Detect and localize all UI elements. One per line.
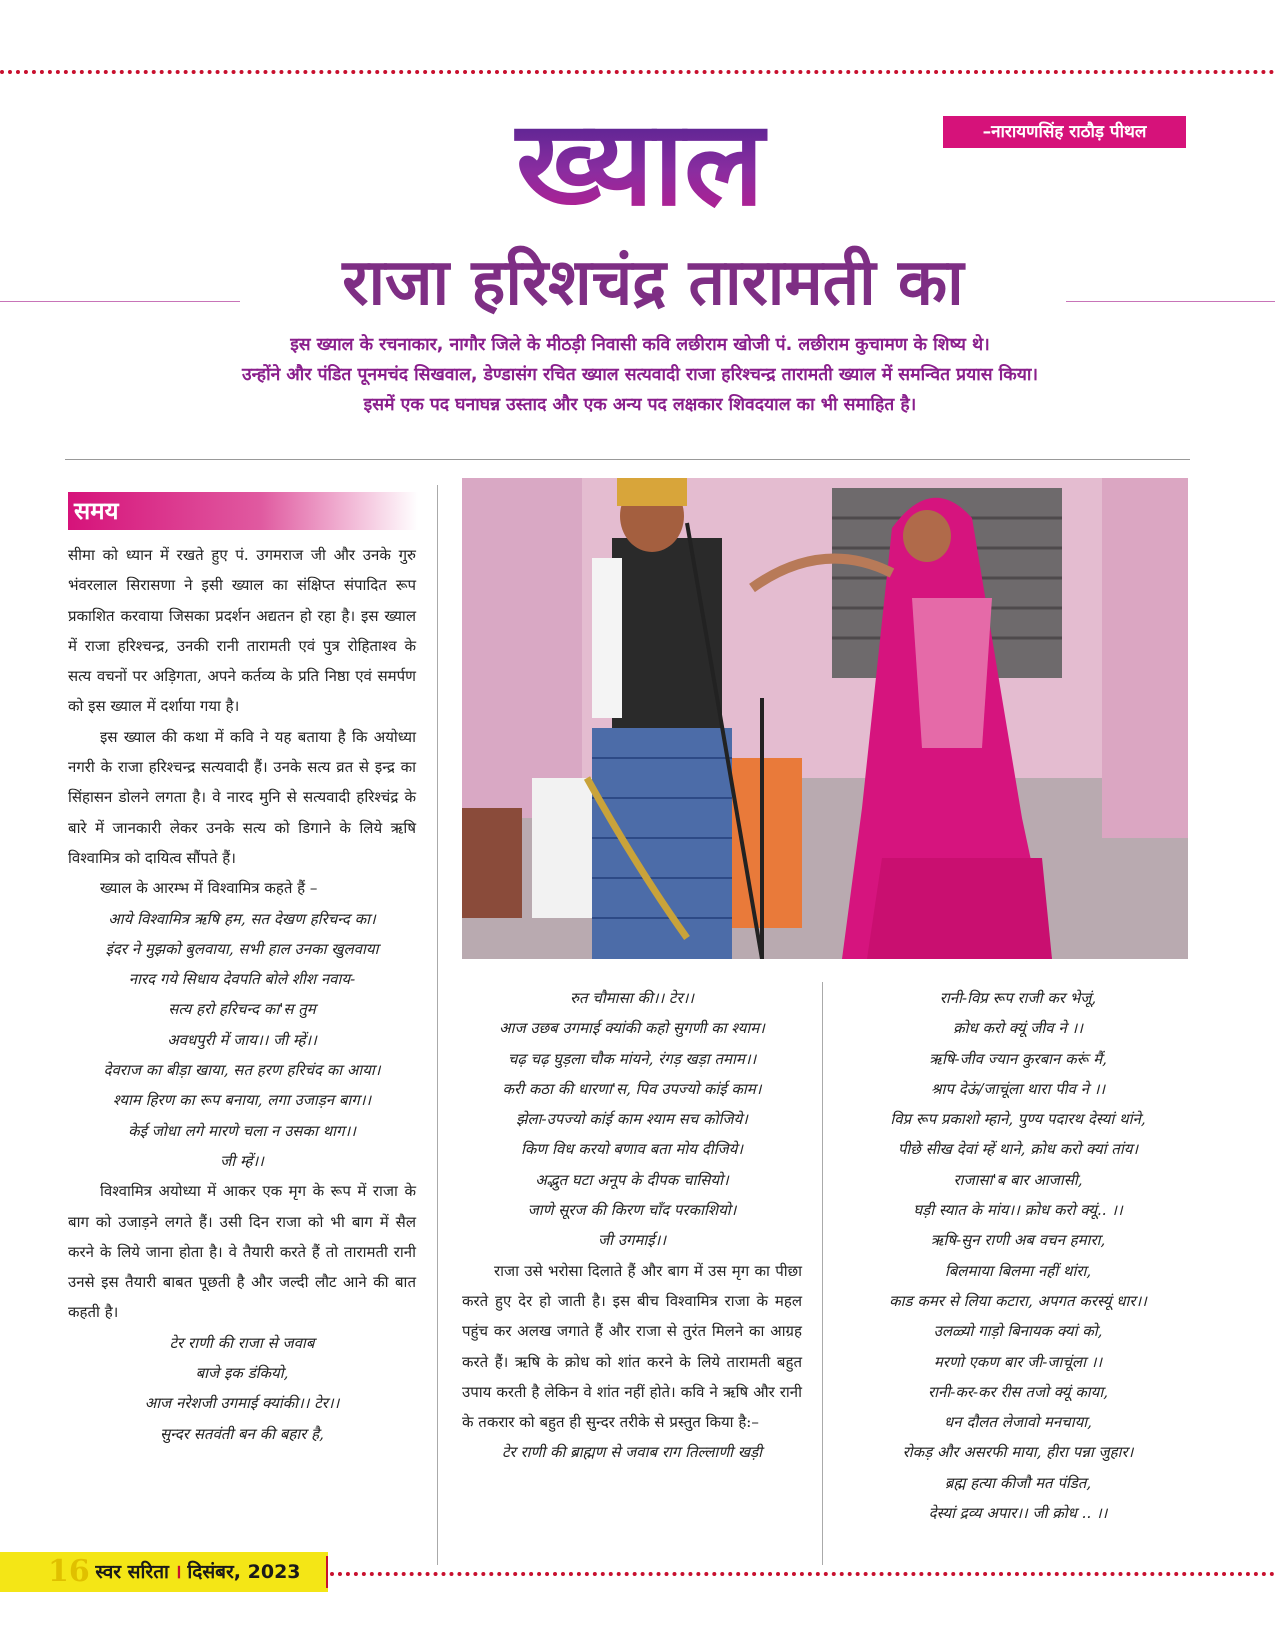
- column-divider: [822, 982, 823, 1565]
- magazine-name: स्वर सरिता: [95, 1561, 169, 1583]
- verse-line: अवधपुरी में जाय।। जी म्हें।।: [167, 1030, 317, 1049]
- verse-line: रानी-विप्र रूप राजी कर भेजूं,: [939, 989, 1097, 1007]
- performance-photo: [462, 478, 1188, 959]
- verse-line: बिलमाया बिलमा नहीं थांरा,: [944, 1261, 1092, 1280]
- verse-line: श्राप देऊं/जाचूंला थारा पीव ने ।।: [930, 1079, 1106, 1098]
- verse-block: [68, 1328, 416, 1449]
- verse-line: झेला-उपज्यो कांई काम श्याम सच कोजिये।: [516, 1110, 748, 1129]
- column-2: [462, 983, 802, 1468]
- verse-line: विप्र रूप प्रकाशो म्हाने, पुण्य पदारथ देस्यां थांने,: [890, 1110, 1146, 1129]
- subtitle-rule-right: [1066, 301, 1275, 302]
- verse-line: उलळ्यो गाड़ो बिनायक क्यां को,: [933, 1322, 1103, 1341]
- section-heading: [68, 492, 418, 530]
- verse-line: मरणो एकण बार जी-जाचूंला ।।: [933, 1352, 1103, 1371]
- issue-date: दिसंबर, 2023: [187, 1561, 301, 1583]
- verse-line: आये विश्वामित्र ऋषि हम, सत देखण हरिचन्द का।: [108, 909, 376, 928]
- verse-line: केई जोधा लगे मारणे चला न उसका थाग।।: [128, 1121, 356, 1140]
- footer-separator: ।: [174, 1561, 182, 1583]
- verse-line: रानी-कर-कर रीस तजो क्यूं काया,: [928, 1382, 1108, 1401]
- verse-block: [462, 983, 802, 1256]
- footer: [48, 1552, 301, 1592]
- verse-line: रोकड़ और असरफी माया, हीरा पन्ना जुहार।: [902, 1443, 1134, 1462]
- intro-line: उन्होंने और पंडित पूनमचंद सिखवाल, डेण्डासंग रचित ख्याल सत्यवादी राजा हरिश्चन्द्र तारामती ख्याल में समन्वित प्रयास किया।: [241, 365, 1039, 385]
- intro-line: इस ख्याल के रचनाकार, नागौर जिले के मीठड़ी निवासी कवि लछीराम खोजी पं. लछीराम कुचामण के शिष्य थे।: [290, 335, 990, 355]
- subtitle-rule-left: [0, 301, 240, 302]
- verse-line: चढ़ चढ़ घुड़ला चौक मांयने, रंगड़ खड़ा तमाम।।: [507, 1049, 757, 1068]
- verse-line: घड़ी स्यात के मांय।। क्रोध करो क्यूं.. ।।: [913, 1201, 1123, 1220]
- verse-line: ऋषि-सुन राणी अब वचन हमारा,: [930, 1231, 1106, 1250]
- verse-line: आज उछब उगमाई क्यांकी कहो सुगणी का श्याम।: [499, 1019, 765, 1038]
- column-1: [68, 540, 416, 1449]
- verse-block: [838, 983, 1198, 1528]
- intro-divider: [65, 459, 1190, 460]
- verse-line: श्याम हिरण का रूप बनाया, लगा उजाड़न बाग।।: [112, 1091, 372, 1110]
- verse-line: टेर राणी की राजा से जवाब: [169, 1333, 315, 1352]
- verse-line: काड कमर से लिया कटारा, अपगत करस्यूं धार।।: [889, 1291, 1147, 1310]
- verse-line: सुन्दर सतवंती बन की बहार है,: [160, 1424, 324, 1443]
- author-badge: –नारायणसिंह राठौड़ पीथल: [943, 116, 1186, 148]
- paragraph: ख्याल के आरम्भ में विश्वामित्र कहते हैं –: [100, 879, 318, 898]
- verse-line: धन दौलत लेजावो मनचाया,: [944, 1413, 1092, 1432]
- verse-line: पीछे सीख देवां म्हें थाने, क्रोध करो क्यां तांय।: [897, 1140, 1139, 1159]
- bottom-dotted-border: [330, 1572, 1275, 1576]
- verse-block: [68, 904, 416, 1177]
- verse-block: [462, 1437, 802, 1467]
- section-heading-label: समय: [74, 497, 119, 525]
- verse-line: अद्भुत घटा अनूप के दीपक चासियो।: [535, 1170, 729, 1189]
- verse-line: ब्रह्म हत्या कीजौ मत पंडित,: [944, 1473, 1092, 1492]
- paragraph: विश्वामित्र अयोध्या में आकर एक मृग के रूप में राजा के बाग को उजाड़ने लगते हैं। उसी दिन राजा को भी बाग में सैल करने के लिये जाना होता है। वे तैयारी करते हैं तो तारामती रानी उनसे इस तैयारी बाबत पूछती है और जल्दी लौट आने की बात कहती है।: [68, 1182, 416, 1322]
- verse-line: देवराज का बीड़ा खाया, सत हरण हरिचंद का आया।: [103, 1061, 381, 1080]
- verse-line: सत्य हरो हरिचन्द का'स तुम: [168, 1000, 316, 1019]
- verse-line: इंदर ने मुझको बुलवाया, सभी हाल उनका खुलवाया: [105, 939, 379, 958]
- column-3: [838, 983, 1198, 1528]
- intro-summary: [80, 330, 1200, 420]
- verse-line: करी कठा की धारणा'स, पिव उपज्यो कांई काम।: [502, 1079, 762, 1098]
- verse-line: जाणे सूरज की किरण चाँद परकाशियो।: [527, 1201, 737, 1220]
- verse-line: नारद गये सिधाय देवपति बोले शीश नवाय-: [128, 970, 356, 989]
- main-title: ख्याल: [440, 88, 840, 238]
- footer-end-bar: [326, 1556, 328, 1588]
- intro-line: इसमें एक पद घनाघन्न उस्ताद और एक अन्य पद लक्षकार शिवदयाल का भी समाहित है।: [363, 395, 917, 415]
- verse-line: रुत चौमासा की।। टेर।।: [570, 989, 694, 1007]
- verse-line: जी उगमाई।।: [597, 1231, 667, 1250]
- page-number: 16: [48, 1554, 90, 1589]
- verse-line: टेर राणी की ब्राह्मण से जवाब राग तिल्लाणी खड़ी: [502, 1443, 762, 1462]
- verse-line: ऋषि-जीव ज्यान कुरबान करूं मैं,: [929, 1049, 1107, 1068]
- verse-line: क्रोध करो क्यूं जीव ने ।।: [953, 1019, 1083, 1038]
- subtitle: राजा हरिशचंद्र तारामती का: [342, 246, 964, 320]
- verse-line: राजासा'ब बार आजासी,: [953, 1170, 1083, 1189]
- verse-line: जी म्हें।।: [220, 1151, 264, 1170]
- paragraph: राजा उसे भरोसा दिलाते हैं और बाग में उस मृग का पीछा करते हुए देर हो जाती है। इस बीच विश्वामित्र राजा के महल पहुंच कर अलख जगाते हैं और राजा से तुरंत मिलने का आग्रह करते हैं। ऋषि के क्रोध को शांत करने के लिये तारामती बहुत उपाय करती है लेकिन वे शांत नहीं होते। कवि ने ऋषि और रानी के तकरार को बहुत ही सुन्दर तरीके से प्रस्तुत किया है:–: [462, 1261, 802, 1432]
- column-divider: [437, 485, 438, 1565]
- verse-line: बाजे इक डंकियो,: [195, 1364, 289, 1383]
- verse-line: किण विध करयो बणाव बता मोय दीजिये।: [521, 1140, 743, 1159]
- verse-line: आज नरेशजी उगमाई क्यांकी।। टेर।।: [144, 1394, 340, 1413]
- paragraph: सीमा को ध्यान में रखते हुए पं. उगमराज जी और उनके गुरु भंवरलाल सिरासणा ने इसी ख्याल का संक्षिप्त संपादित रूप प्रकाशित करवाया जिसका प्रदर्शन अद्यतन हो रहा है। इस ख्याल में राजा हरिश्चन्द्र, उनकी रानी तारामती एवं पुत्र रोहिताश्व के सत्य वचनों पर अड़िगता, अपने कर्तव्य के प्रति निष्ठा एवं समर्पण को इस ख्याल में दर्शाया गया है।: [68, 546, 416, 716]
- top-dotted-border: [0, 70, 1275, 74]
- verse-line: देस्यां द्रव्य अपार।। जी क्रोध .. ।।: [928, 1504, 1108, 1523]
- paragraph: इस ख्याल की कथा में कवि ने यह बताया है कि अयोध्या नगरी के राजा हरिश्चन्द्र सत्यवादी हैं। उनके सत्य व्रत से इन्द्र का सिंहासन डोलने लगता है। वे नारद मुनि से सत्यवादी हरिश्चंद्र के बारे में जानकारी लेकर उनके सत्य को डिगाने के लिये ऋषि विश्वामित्र को दायित्व सौंपते हैं।: [68, 727, 416, 867]
